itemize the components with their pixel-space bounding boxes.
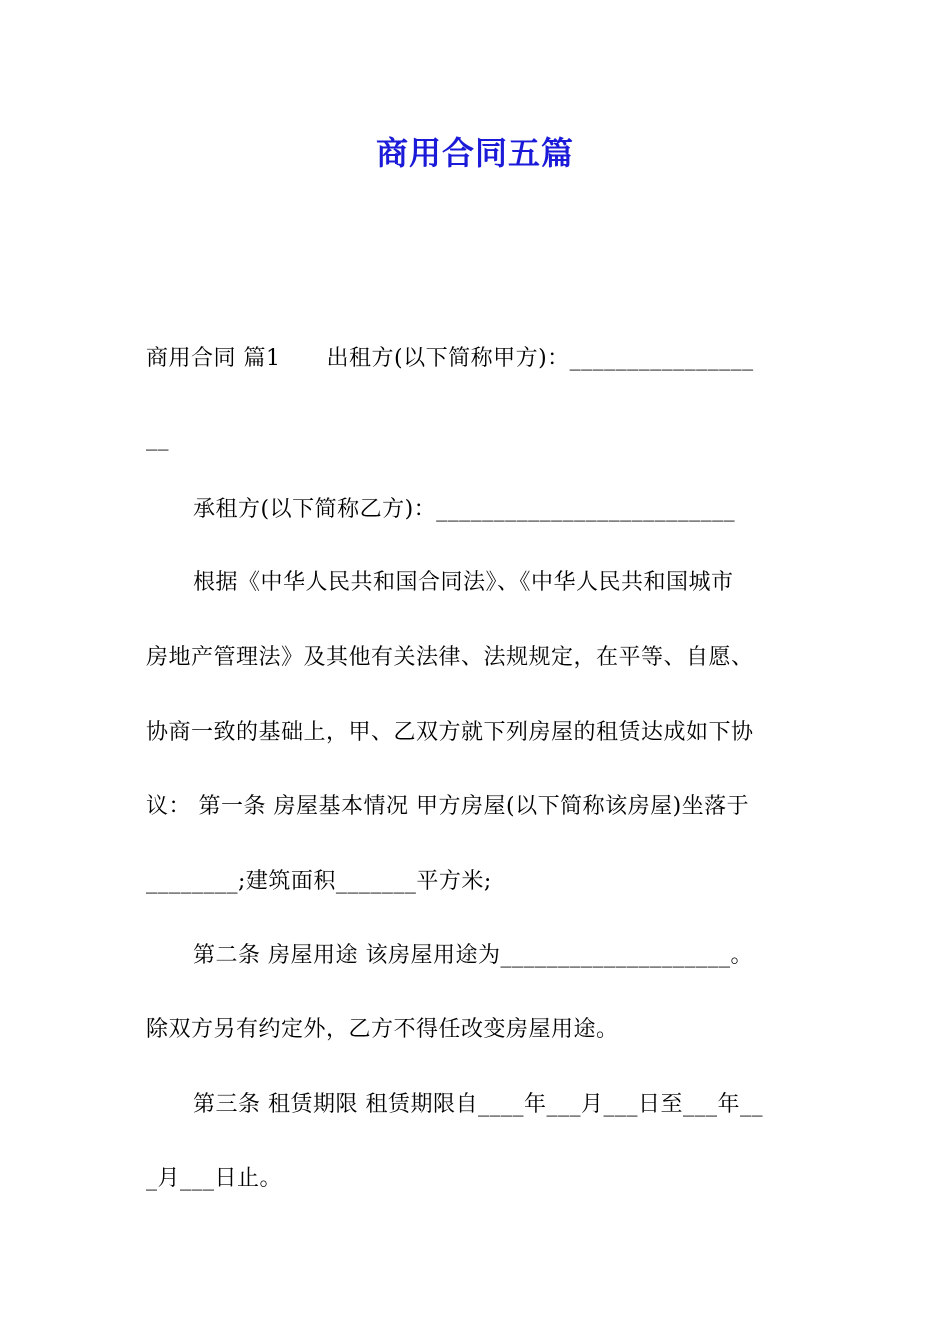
paragraph-line (146, 344, 816, 374)
paragraph-line: 第二条 房屋用途 该房屋用途为____________________。 (193, 943, 753, 968)
line-text: 出租方(以下简称甲方)：________________ (326, 346, 754, 371)
paragraph-line: ________;建筑面积_______平方米; (146, 869, 492, 894)
paragraph-line: 承租方(以下简称乙方)：__________________________ (193, 497, 736, 522)
paragraph-line: 第三条 租赁期限 租赁期限自____年___月___日至___年__ (193, 1092, 763, 1117)
paragraph-line: __ (146, 426, 169, 451)
paragraph-line: _月___日止。 (146, 1166, 283, 1191)
paragraph-line: 房地产管理法》及其他有关法律、法规规定，在平等、自愿、 (146, 645, 754, 670)
paragraph-line: 协商一致的基础上，甲、乙双方就下列房屋的租赁达成如下协 (146, 720, 754, 745)
paragraph-line: 除双方另有约定外，乙方不得任改变房屋用途。 (146, 1017, 619, 1042)
document-title: 商用合同五篇 (375, 134, 574, 172)
paragraph-line: 根据《中华人民共和国合同法》、《中华人民共和国城市 (193, 570, 734, 595)
section-heading: 商用合同 篇1 (146, 346, 281, 371)
paragraph-line: 议： 第一条 房屋基本情况 甲方房屋(以下简称该房屋)坐落于 (146, 794, 750, 819)
